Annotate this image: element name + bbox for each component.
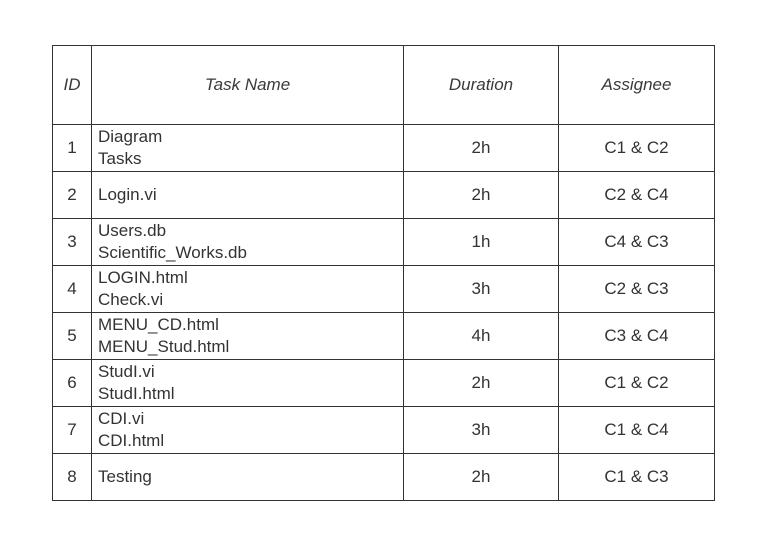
cell-assignee: C1 & C2 [559, 360, 715, 407]
cell-id: 1 [53, 125, 92, 172]
cell-id: 7 [53, 407, 92, 454]
table-row [53, 407, 715, 454]
cell-assignee: C1 & C4 [559, 407, 715, 454]
cell-duration: 4h [404, 313, 559, 360]
table-body [53, 125, 715, 501]
cell-task-name [92, 125, 404, 172]
table-row [53, 125, 715, 172]
header-duration: Duration [404, 46, 559, 125]
table-row [53, 219, 715, 266]
table-header [53, 46, 715, 125]
task-name-line: StudI.html [98, 384, 175, 403]
task-name-line: Check.vi [98, 290, 164, 309]
task-name-line: Users.db [98, 221, 167, 240]
task-table [52, 45, 715, 501]
cell-id: 3 [53, 219, 92, 266]
task-name-line: MENU_CD.html [98, 315, 219, 334]
table-row [53, 454, 715, 501]
cell-assignee: C1 & C3 [559, 454, 715, 501]
cell-duration: 2h [404, 125, 559, 172]
cell-id: 2 [53, 172, 92, 219]
cell-assignee: C2 & C3 [559, 266, 715, 313]
task-name-line: StudI.vi [98, 362, 155, 381]
cell-task-name [92, 454, 404, 501]
cell-id: 6 [53, 360, 92, 407]
table-row [53, 266, 715, 313]
cell-task-name [92, 360, 404, 407]
cell-task-name [92, 172, 404, 219]
cell-duration: 2h [404, 172, 559, 219]
cell-task-name [92, 313, 404, 360]
task-name-line: Diagram [98, 127, 163, 146]
cell-duration: 3h [404, 407, 559, 454]
cell-task-name [92, 219, 404, 266]
cell-duration: 2h [404, 454, 559, 501]
cell-duration: 1h [404, 219, 559, 266]
task-name-line: MENU_Stud.html [98, 337, 230, 356]
header-row [53, 46, 715, 125]
task-name-line: CDI.html [98, 431, 165, 450]
cell-assignee: C4 & C3 [559, 219, 715, 266]
table-row [53, 360, 715, 407]
cell-id: 4 [53, 266, 92, 313]
cell-assignee: C2 & C4 [559, 172, 715, 219]
task-name-line: Scientific_Works.db [98, 243, 247, 262]
task-name-line: LOGIN.html [98, 268, 188, 287]
cell-task-name [92, 266, 404, 313]
header-id: ID [53, 46, 92, 125]
header-task-name: Task Name [92, 46, 404, 125]
task-name-line: CDI.vi [98, 409, 145, 428]
cell-assignee: C3 & C4 [559, 313, 715, 360]
table-row [53, 313, 715, 360]
cell-task-name [92, 407, 404, 454]
header-assignee: Assignee [559, 46, 715, 125]
task-name-line: Testing [98, 467, 152, 486]
cell-id: 8 [53, 454, 92, 501]
cell-assignee: C1 & C2 [559, 125, 715, 172]
cell-id: 5 [53, 313, 92, 360]
task-name-line: Tasks [98, 149, 142, 168]
table-row [53, 172, 715, 219]
cell-duration: 3h [404, 266, 559, 313]
task-name-line: Login.vi [98, 185, 157, 204]
cell-duration: 2h [404, 360, 559, 407]
